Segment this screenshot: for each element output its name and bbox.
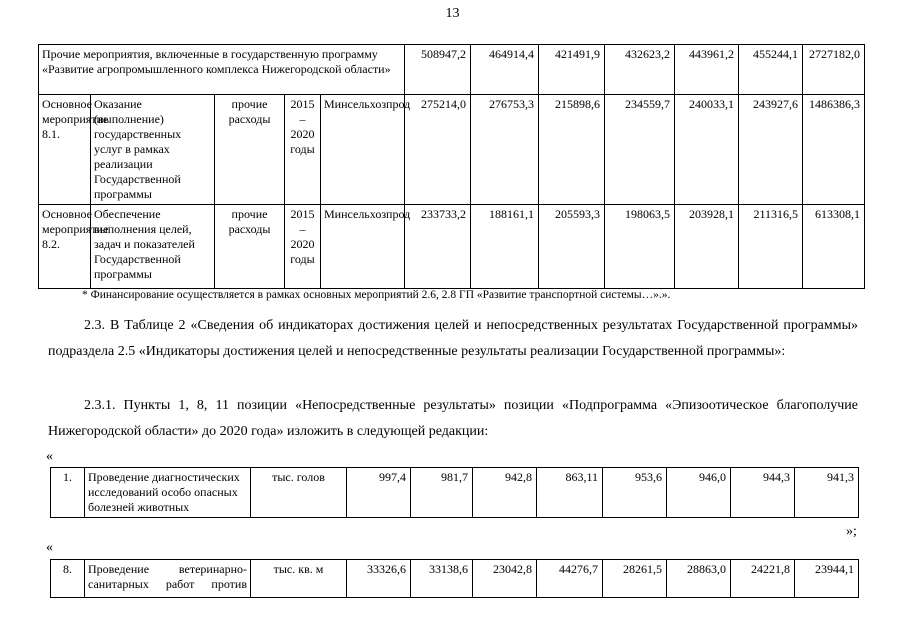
quote-open: « (46, 540, 53, 555)
table-cell: 28261,5 (603, 560, 667, 598)
table-cell: 33138,6 (411, 560, 473, 598)
table-cell: 455244,1 (739, 45, 803, 95)
table-cell: 215898,6 (539, 95, 605, 205)
expense-type: прочие расходы (215, 95, 285, 205)
table-cell: 464914,4 (471, 45, 539, 95)
table-cell: 205593,3 (539, 205, 605, 289)
table-cell: 421491,9 (539, 45, 605, 95)
measure-name: Обеспечение выполнения целей, задач и показателей Государственной программы (91, 205, 215, 289)
table-cell: 211316,5 (739, 205, 803, 289)
table-cell: 981,7 (411, 468, 473, 518)
table-cell: 432623,2 (605, 45, 675, 95)
table-cell: 942,8 (473, 468, 537, 518)
table-cell: 941,3 (795, 468, 859, 518)
table-cell: 946,0 (667, 468, 731, 518)
table-cell: 24221,8 (731, 560, 795, 598)
table-cell: 233733,2 (405, 205, 471, 289)
executor: Минсельхозпрод (321, 95, 405, 205)
table-cell: 997,4 (347, 468, 411, 518)
table-cell: 613308,1 (803, 205, 865, 289)
table-cell: 33326,6 (347, 560, 411, 598)
table-row (39, 205, 865, 289)
table-row (39, 95, 865, 205)
measure-code: Основное мероприятие 8.2. (39, 205, 91, 289)
executor: Минсельхозпрод (321, 205, 405, 289)
table-cell: 28863,0 (667, 560, 731, 598)
period: 2015 – 2020 годы (285, 95, 321, 205)
table-row (51, 468, 859, 518)
table-cell: 234559,7 (605, 95, 675, 205)
item-number: 1. (51, 468, 85, 518)
quote-close: »; (846, 524, 857, 539)
table-cell: 1486386,3 (803, 95, 865, 205)
table-cell: 23944,1 (795, 560, 859, 598)
expense-type: прочие расходы (215, 205, 285, 289)
page-number: 13 (445, 6, 460, 21)
measure-code: Основное мероприятие 8.1. (39, 95, 91, 205)
table-cell: 44276,7 (537, 560, 603, 598)
table-cell: 240033,1 (675, 95, 739, 205)
item-unit: тыс. голов (251, 468, 347, 518)
table-cell: 198063,5 (605, 205, 675, 289)
table-cell: 443961,2 (675, 45, 739, 95)
item-number: 8. (51, 560, 85, 598)
table-cell: 508947,2 (405, 45, 471, 95)
paragraph-2-3-1: 2.3.1. Пункты 1, 8, 11 позиции «Непосредственные результаты» позиции «Подпрограмма «Эпизоотическое благополучие Нижегородской области» до 2020 года» изложить в следующей редакции: (48, 398, 858, 439)
table-row (51, 560, 859, 598)
summary-row-label: Прочие мероприятия, включенные в государственную программу «Развитие агропромышленного комплекса Нижегородской области» (39, 45, 405, 95)
financing-table (38, 44, 865, 289)
footnote: * Финансирование осуществляется в рамках основных мероприятий 2.6, 2.8 ГП «Развитие транспортной системы…».». (82, 289, 671, 301)
item-name: Проведение ветеринарно-санитарных работ против (85, 560, 251, 598)
table-cell: 2727182,0 (803, 45, 865, 95)
table-cell: 203928,1 (675, 205, 739, 289)
table-cell: 944,3 (731, 468, 795, 518)
measure-name: Оказание (выполнение) государственных услуг в рамках реализации Государственной программы (91, 95, 215, 205)
quote-open: « (46, 449, 53, 464)
table-cell: 276753,3 (471, 95, 539, 205)
table-cell: 243927,6 (739, 95, 803, 205)
table-cell: 953,6 (603, 468, 667, 518)
indicator-table-item-1 (50, 467, 859, 518)
table-cell: 275214,0 (405, 95, 471, 205)
table-row (39, 45, 865, 95)
period: 2015 – 2020 годы (285, 205, 321, 289)
item-name: Проведение диагностических исследований особо опасных болезней животных (85, 468, 251, 518)
table-cell: 863,11 (537, 468, 603, 518)
paragraph-2-3: 2.3. В Таблице 2 «Сведения об индикаторах достижения целей и непосредственных результатах Государственной программы» подраздела 2.5 «Индикаторы достижения целей и непосредственные результаты реализации Государственной программы»: (48, 318, 858, 359)
item-unit: тыс. кв. м (251, 560, 347, 598)
indicator-table-item-8 (50, 559, 859, 598)
table-cell: 23042,8 (473, 560, 537, 598)
table-cell: 188161,1 (471, 205, 539, 289)
